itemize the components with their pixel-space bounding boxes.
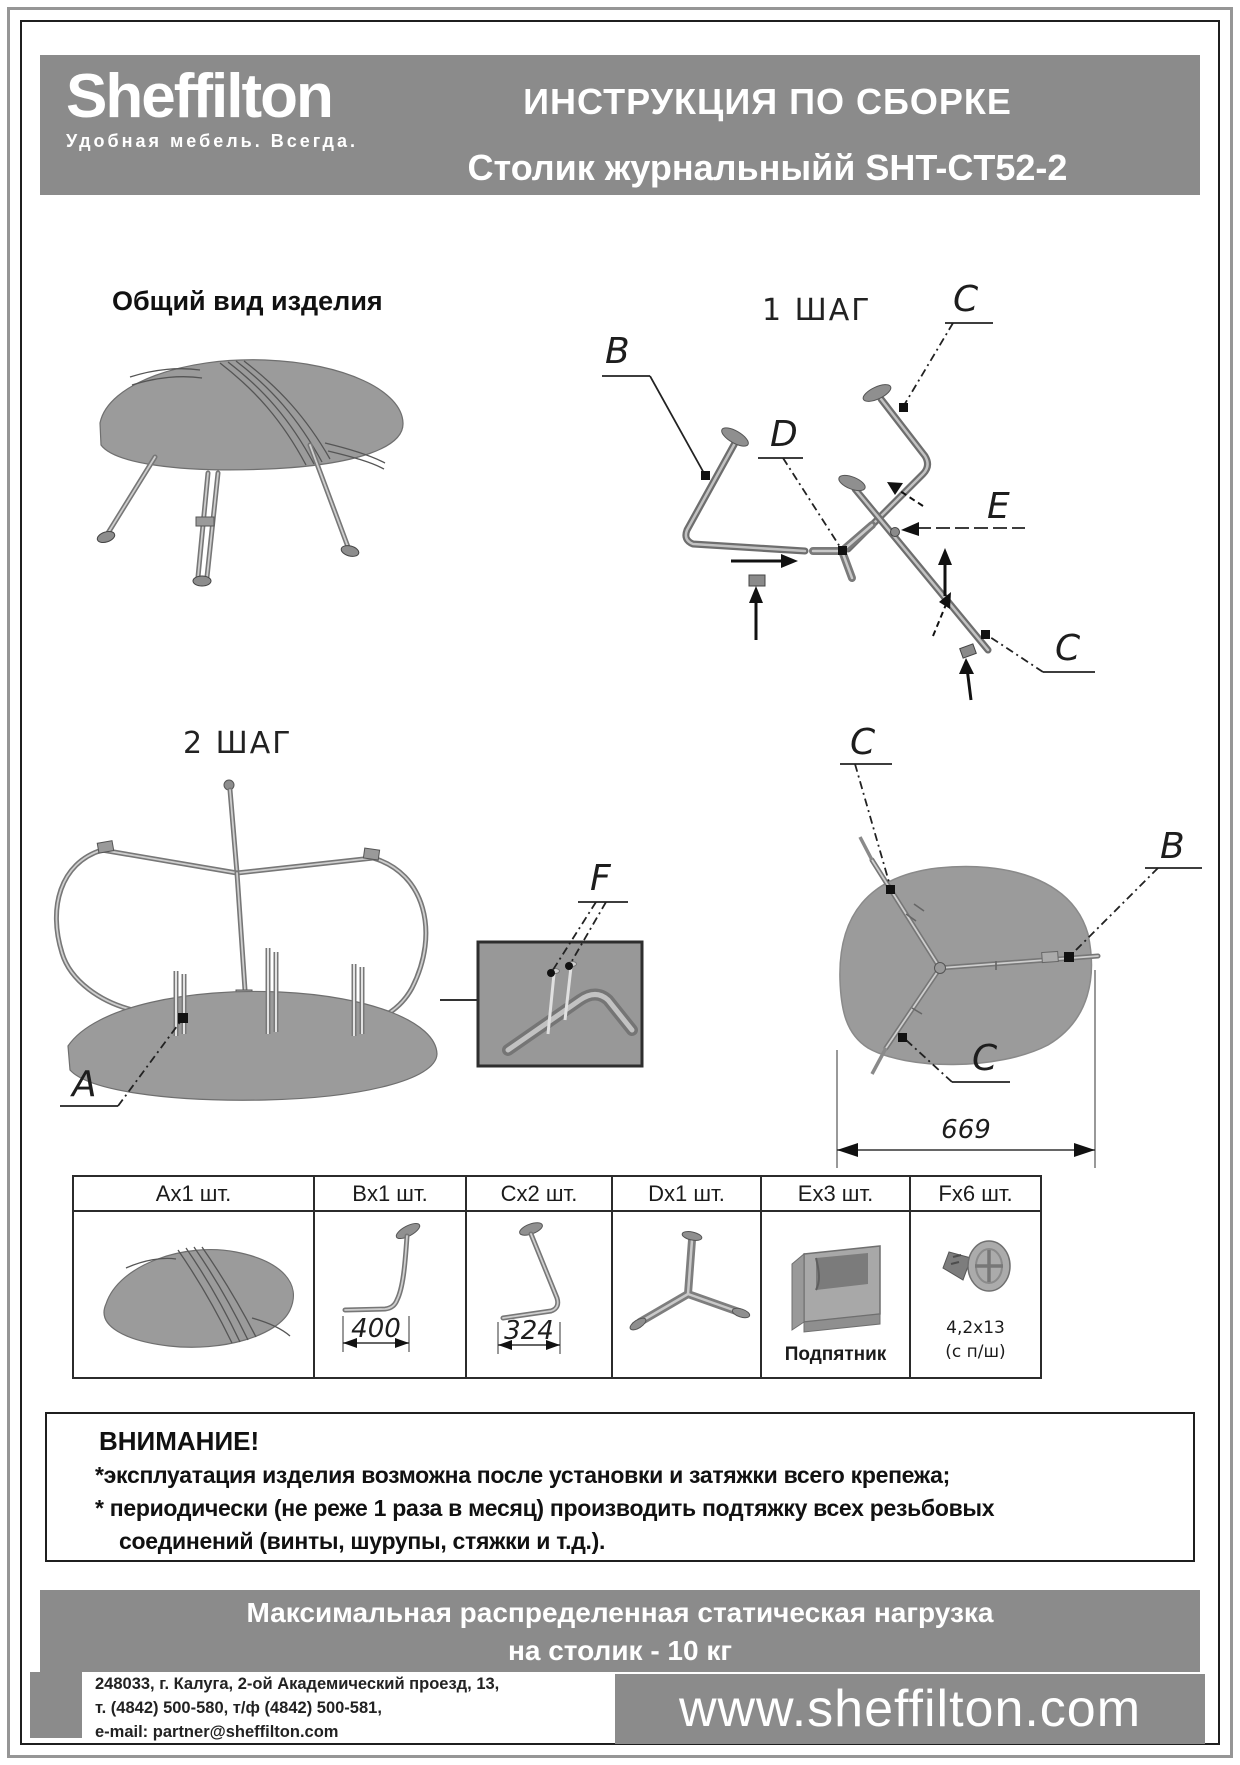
- step1-diagram: [555, 278, 1220, 720]
- parts-header-b: Bx1 шт.: [315, 1177, 467, 1212]
- warning-title: ВНИМАНИЕ!: [99, 1426, 260, 1456]
- callout-f: F: [590, 858, 611, 899]
- product-title: Столик журнальныйй SHT-CT52-2: [467, 147, 1068, 188]
- dimension-324: 324: [504, 1316, 554, 1346]
- callout-d: D: [770, 414, 798, 455]
- parts-header-a: Ax1 шт.: [74, 1177, 315, 1212]
- part-e-caption: Подпятник: [784, 1344, 887, 1365]
- brand-tagline: Удобная мебель. Всегда.: [66, 131, 358, 152]
- frame-assembly: [56, 780, 425, 1024]
- part-c-leg-drawing: [467, 1212, 609, 1375]
- website-banner: [615, 1674, 1205, 1744]
- max-load-line-1: Максимальная распределенная статическая нагрузка: [246, 1597, 994, 1628]
- part-f-note: (с п/ш): [945, 1342, 1006, 1362]
- max-load-line-2: на столик - 10 кг: [507, 1635, 733, 1666]
- warning-line-2: * периодически (не реже 1 раза в месяц) производить подтяжку всех резьбовых: [95, 1495, 995, 1521]
- part-b-leg-drawing: [315, 1212, 463, 1375]
- parts-cell-e: [762, 1212, 911, 1379]
- company-address: [95, 1672, 499, 1744]
- parts-header-f: Fx6 шт.: [911, 1177, 1042, 1212]
- document-titles: [340, 55, 1195, 189]
- part-f-size: 4,2x13: [946, 1318, 1005, 1338]
- callout-c-top: C: [953, 279, 979, 320]
- max-load-banner: [40, 1590, 1200, 1672]
- step2-heading: 2 ШАГ: [183, 726, 293, 761]
- parts-header-e: Ex3 шт.: [762, 1177, 911, 1212]
- brand-logo: [66, 63, 358, 152]
- callout-c-bottom: C: [1055, 628, 1081, 669]
- step1-heading: 1 ШАГ: [762, 293, 872, 328]
- callout-a: A: [72, 1064, 97, 1105]
- dimension-400: 400: [351, 1314, 401, 1344]
- callout-b: B: [605, 331, 630, 372]
- parts-table: [72, 1175, 1042, 1379]
- general-view-drawing: [70, 325, 460, 595]
- callout-c-top: C: [850, 722, 876, 763]
- detail-callout: [440, 942, 642, 1066]
- parts-header-d: Dx1 шт.: [613, 1177, 762, 1212]
- part-d-connector-drawing: [613, 1212, 758, 1375]
- dimension-669: 669: [941, 1115, 991, 1145]
- tabletop-underside: [68, 948, 437, 1100]
- parts-cell-d: [613, 1212, 762, 1379]
- warning-line-1: *эксплуатация изделия возможна после установки и затяжки всего крепежа;: [95, 1462, 951, 1488]
- footer-accent-square: [30, 1672, 82, 1738]
- address-line-2: т. (4842) 500-580, т/ф (4842) 500-581,: [95, 1699, 382, 1717]
- step2-left-diagram: [40, 768, 680, 1113]
- callout-c-bottom: C: [972, 1038, 998, 1079]
- warning-line-3: соединений (винты, шурупы, стяжки и т.д.).: [119, 1528, 606, 1554]
- header-band: [40, 55, 1200, 195]
- callout-e: E: [987, 486, 1010, 527]
- address-line-3: e-mail: partner@sheffilton.com: [95, 1723, 339, 1741]
- brand-logo-text: Sheffilton: [66, 62, 332, 131]
- table-top: [100, 360, 403, 470]
- website-url: www.sheffilton.com: [678, 1680, 1142, 1738]
- parts-header-c: Cx2 шт.: [467, 1177, 613, 1212]
- parts-cell-b: [315, 1212, 467, 1379]
- address-line-1: 248033, г. Калуга, 2-ой Академический проезд, 13,: [95, 1675, 500, 1693]
- step2-right-diagram: [700, 718, 1220, 1174]
- parts-cell-f: [911, 1212, 1042, 1379]
- part-a-tabletop-drawing: [74, 1212, 312, 1375]
- parts-cell-c: [467, 1212, 613, 1379]
- doc-title: ИНСТРУКЦИЯ ПО СБОРКЕ: [523, 81, 1012, 122]
- parts-cell-a: [74, 1212, 315, 1379]
- general-view-heading: Общий вид изделия: [112, 286, 383, 316]
- callout-b: B: [1160, 826, 1185, 867]
- warning-box: [45, 1412, 1195, 1562]
